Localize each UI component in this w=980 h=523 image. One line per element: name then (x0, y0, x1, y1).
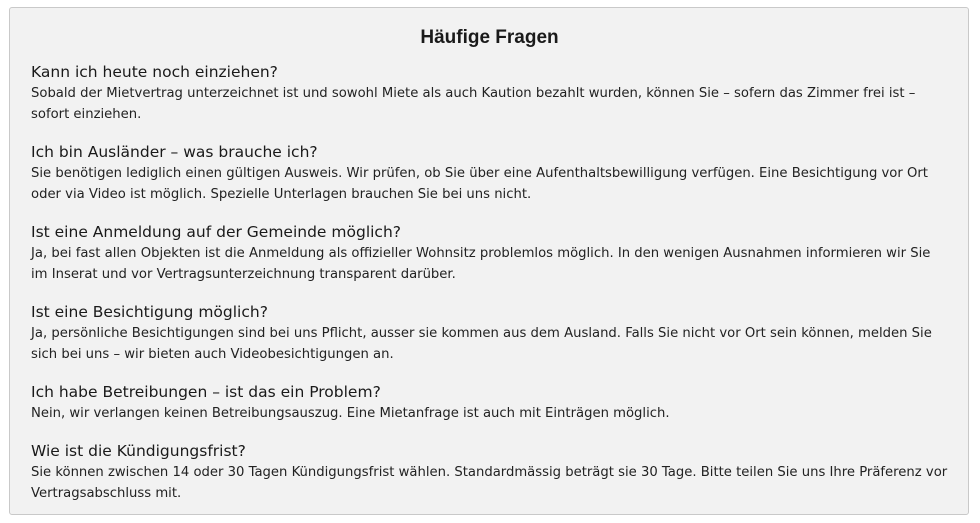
faq-question: Ich bin Ausländer – was brauche ich? (31, 143, 318, 161)
faq-item (31, 221, 948, 285)
faq-title: Häufige Fragen (420, 27, 559, 48)
faq-answer: Sie benötigen lediglich einen gültigen Ausweis. Wir prüfen, ob Sie über eine Aufenthaltsbewilligung verfügen. Eine Besichtigung vor Ort oder via Video ist möglich. Spezielle Unterlagen brauchen Sie bei uns nicht. (31, 166, 928, 202)
faq-answer: Sie können zwischen 14 oder 30 Tagen Kündigungsfrist wählen. Standardmässig beträgt sie 30 Tage. Bitte teilen Sie uns Ihre Präferenz vor Vertragsabschluss mit. (31, 465, 948, 501)
faq-answer: Ja, bei fast allen Objekten ist die Anmeldung als offizieller Wohnsitz problemlos möglich. In den wenigen Ausnahmen informieren wir Sie im Inserat und vor Vertragsunterzeichnung transparent darüber. (31, 246, 931, 282)
faq-item (31, 301, 948, 365)
faq-answer: Ja, persönliche Besichtigungen sind bei uns Pflicht, ausser sie kommen aus dem Ausland. Falls Sie nicht vor Ort sein können, melden Sie sich bei uns – wir bieten auch Videobesichtigungen an. (31, 326, 932, 362)
faq-question: Kann ich heute noch einziehen? (31, 63, 278, 81)
faq-item (31, 381, 948, 424)
faq-question: Wie ist die Kündigungsfrist? (31, 442, 246, 460)
faq-answer: Sobald der Mietvertrag unterzeichnet ist und sowohl Miete als auch Kaution bezahlt wurden, können Sie – sofern das Zimmer frei ist – sofort einziehen. (31, 86, 916, 122)
faq-answer: Nein, wir verlangen keinen Betreibungsauszug. Eine Mietanfrage ist auch mit Einträgen möglich. (31, 406, 670, 421)
faq-item (31, 141, 948, 205)
faq-section (9, 7, 969, 515)
faq-question: Ist eine Besichtigung möglich? (31, 303, 268, 321)
faq-question: Ist eine Anmeldung auf der Gemeinde möglich? (31, 223, 402, 241)
faq-item (31, 440, 948, 504)
faq-question: Ich habe Betreibungen – ist das ein Problem? (31, 383, 381, 401)
faq-item (31, 61, 948, 125)
